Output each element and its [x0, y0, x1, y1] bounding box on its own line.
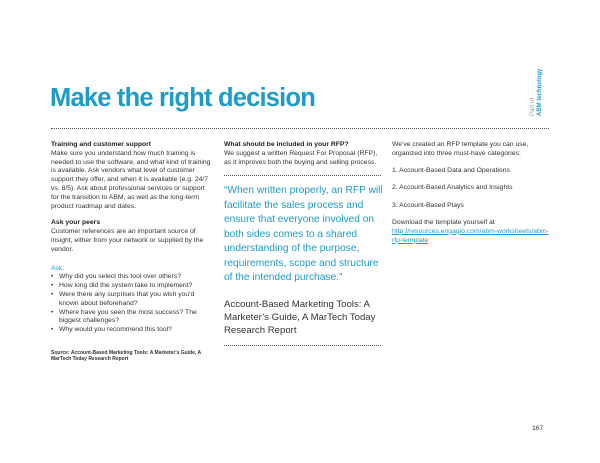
peers-heading: Ask your peers [51, 219, 101, 227]
section-label: ABM technology [537, 68, 543, 116]
quote-divider-top [224, 175, 381, 176]
ask-label: Ask: [51, 264, 65, 272]
page-title: Make the right decision [50, 84, 315, 112]
rfp-paragraph: We suggest a written Request For Proposal (RFP), as it improves both the buying and selling process. [224, 149, 378, 166]
quote-reference: Account-Based Marketing Tools: A Marketer’s Guide, A MarTech Today Research Report [224, 298, 376, 336]
column-rfp [224, 141, 386, 346]
list-item: • How long did the system take to implement? [51, 282, 211, 291]
list-item: • Why did you select this tool over others? [51, 273, 211, 282]
template-link[interactable]: http://resources.engagio.com/abm-worksheets/abm-rfp-template [392, 227, 549, 244]
training-paragraph: Make sure you understand how much training is needed to use the software, and what kind of training is available. Ask vendors what level of customer support they offer, and when it is available (e.g. 24/7 vs. 8/5). Ask about professional services or support for the transition to ABM, as well as the long-term product roadmap and dates. [51, 149, 211, 210]
header-divider [51, 128, 549, 129]
list-item: • Were there any surprises that you wish you'd known about beforehand? [51, 291, 211, 309]
rfp-heading: What should be included in your RFP? [224, 141, 349, 148]
category-item: 2. Account-Based Analytics and Insights [392, 184, 513, 192]
page-number: 167 [532, 425, 544, 432]
column-template [392, 141, 550, 245]
template-intro: We've created an RFP template you can use, organized into three must-have categories: [392, 141, 529, 157]
download-text: Download the template yourself at [392, 218, 495, 226]
quote-divider-bottom [224, 345, 381, 346]
column-training-peers [51, 141, 211, 368]
peers-paragraph: Customer references are an important source of insight, either from your network or supplied by the vendor. [51, 228, 204, 253]
pull-quote: “When written properly, an RFP will facilitate the sales process and ensure that everyone involved on both sides comes to a shared understanding of the purpose, requirements, scope and structure of the intended purchase.” [224, 185, 383, 284]
questions-list [51, 273, 211, 335]
list-item: • Where have you seen the most success? The biggest challenges? [51, 309, 211, 327]
part-label: Part VI [530, 97, 536, 116]
category-item: 3. Account-Based Plays [392, 201, 464, 209]
list-item: • Why would you recommend this tool? [51, 326, 211, 335]
source-note: Source: Account-Based Marketing Tools: A Marketer's Guide, A MarTech Today Research Report [51, 349, 201, 363]
category-item: 1. Account-Based Data and Operations [392, 167, 510, 175]
training-heading: Training and customer support [51, 141, 152, 148]
section-tag [530, 66, 544, 118]
